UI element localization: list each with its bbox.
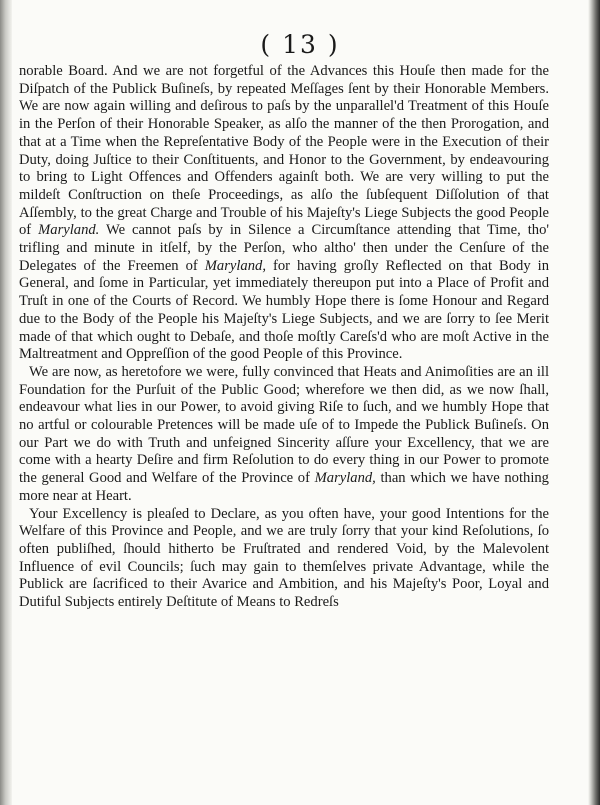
paragraph xyxy=(19,364,549,506)
paragraph xyxy=(19,63,549,364)
text-run: We cannot paſs by in Silence a Circumſtance attending that Time, tho' trifling and minute in itſelf, by the Perſon, who altho' then under the Cenſure of the Delegates of the Freemen of xyxy=(19,222,549,274)
text-run-italic: Maryland. xyxy=(38,222,100,239)
page-right-edge-shadow xyxy=(588,0,600,805)
text-run: Your Excellency is pleaſed to Declare, as you often have, your good Intentions for the Welfare of this Province and People, and we are truly ſorry that your kind Reſolutions, ſo often publiſhed, ſhould hitherto be Fruſtrated and rendered Void, by the Malevolent Influence of evil Councils; ſuch may gain to themſelves private Advantage, while the Publick are ſacrificed to their Avarice and Ambition, and his Majeſty's Poor, Loyal and Dutiful Subjects entirely Deſtitute of Means to Redreſs xyxy=(19,505,549,611)
page-number: ( 13 ) xyxy=(260,30,340,59)
text-run-italic: Maryland, xyxy=(204,257,266,274)
text-run: for having groſly Reflected on that Body in General, and ſome in Particular, yet immediately thereupon put into a Place of Profit and Truſt in one of the Courts of Record. We humbly Hope there is ſome Honour and Regard due to the Body of the People his Majeſty's Liege Subjects, and we are ſorry to ſee Merit made of that which ought to Debaſe, and thoſe moſtly Careſs'd who are moſt Active in the Maltreatment and Oppreſſion of the good People of this Province. xyxy=(19,257,549,363)
page-left-edge-shadow xyxy=(0,0,12,805)
text-run: than which we have nothing more near at Heart. xyxy=(19,470,549,504)
body-text xyxy=(19,63,549,612)
paragraph xyxy=(19,506,549,612)
text-run: norable Board. And we are not forgetful of the Advances this Houſe then made for the Diſpatch of the Publick Buſineſs, by repeated Meſſages ſent by their Honorable Members. We are now again willing and deſirous to paſs by the unparallel'd Treatment of this Houſe in the Perſon of their Honorable Speaker, as alſo the manner of the then Prorogation, and that at a Time when the Repreſentative Body of the People were in the Execution of their Duty, doing Juſtice to their Conſtituents, and Honor to the Government, by endeavouring to bring to Light Offences and Offenders againſt both. We are very willing to put the mildeſt Conſtruction on theſe Proceedings, as alſo the ſubſequent Diſſolution of that Aſſembly, to the great Charge and Trouble of his Majeſty's Liege Subjects the good People of xyxy=(19,63,549,239)
text-run: We are now, as heretofore we were, fully convinced that Heats and Animoſities are an ill Foundation for the Purſuit of the Public Good; wherefore we then did, as we now ſhall, endeavour what lies in our Power, to avoid giving Riſe to ſuch, and we humbly Hope that no artful or colourable Pretences will be made uſe of to Impede the Publick Buſineſs. On our Part we do with Truth and unfeigned Sincerity aſſure your Excellency, that we are come with a hearty Deſire and firm Reſolution to do every thing in our Power to promote the general Good and Welfare of the Province of xyxy=(19,363,549,487)
text-run-italic: Maryland, xyxy=(314,470,376,487)
